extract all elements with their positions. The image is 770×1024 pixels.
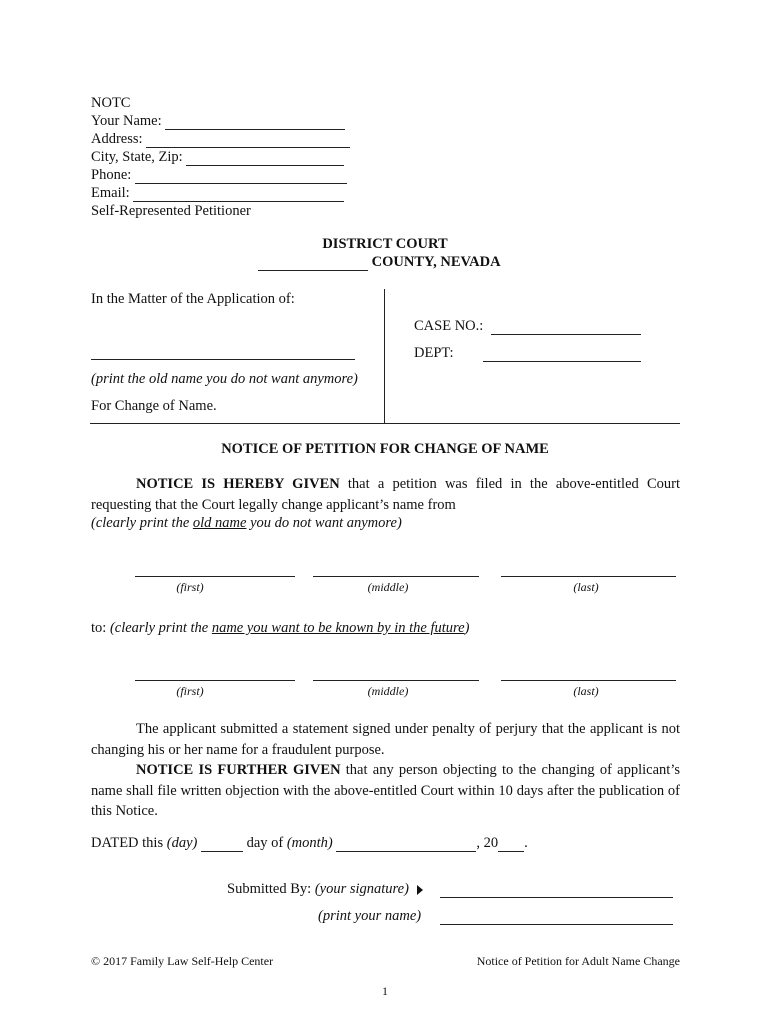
case-no-row [414, 318, 641, 335]
county-suffix: COUNTY, NEVADA [371, 254, 501, 270]
dated-month-label: (month) [286, 835, 333, 851]
old-name-caption-field[interactable] [91, 343, 355, 360]
notice-given-paragraph [91, 474, 680, 515]
notice-further-text: that any person objecting to the changing of applicant’s name shall file written objection with the above-entitled Court within 10 days after the publication of this Notice. [91, 762, 680, 819]
city-label: City, State, Zip: [91, 149, 183, 165]
old-name-instr-underlined: old name [192, 515, 247, 531]
new-middle-name-field[interactable] [313, 666, 479, 681]
print-name-field[interactable] [440, 909, 673, 925]
notice-given-bold: NOTICE IS HEREBY GIVEN [136, 476, 340, 492]
dept-field[interactable] [483, 345, 641, 362]
page-number: 1 [382, 984, 388, 998]
dept-label: DEPT: [414, 345, 454, 361]
county-field[interactable] [258, 254, 368, 271]
phone-label: Phone: [91, 167, 132, 183]
footer-copyright: © 2017 Family Law Self-Help Center [91, 954, 274, 968]
old-first-label: (first) [176, 580, 204, 594]
notice-further-bold: NOTICE IS FURTHER GIVEN [136, 762, 341, 778]
old-last-name-field[interactable] [501, 562, 676, 577]
new-name-instr-pre: (clearly print the [109, 620, 212, 636]
dated-end: . [524, 835, 528, 851]
new-first-label: (first) [176, 684, 204, 698]
old-middle-label: (middle) [367, 580, 409, 594]
submitted-by-row [227, 881, 423, 898]
new-middle-label: (middle) [367, 684, 409, 698]
address-row [91, 130, 350, 148]
old-name-hint: (print the old name you do not want anymore) [91, 371, 358, 387]
petitioner-label: Self-Represented Petitioner [91, 203, 251, 219]
phone-row [91, 166, 347, 184]
case-no-label: CASE NO.: [414, 318, 484, 334]
signature-field[interactable] [440, 882, 673, 898]
footer-form-title: Notice of Petition for Adult Name Change [476, 954, 680, 968]
dated-day-of: day of [242, 835, 287, 851]
city-row [91, 148, 344, 166]
submitted-by-label: Submitted By: [227, 881, 315, 897]
old-name-instruction [91, 515, 402, 532]
print-name-label: (print your name) [318, 908, 422, 924]
dated-day-label: (day) [166, 835, 198, 851]
dated-day-field[interactable] [201, 835, 243, 852]
old-first-name-field[interactable] [135, 562, 295, 577]
arrow-right-icon [417, 885, 423, 895]
new-name-instr-underlined: name you want to be known by in the future [211, 620, 465, 636]
phone-field[interactable] [135, 167, 347, 184]
new-first-name-field[interactable] [135, 666, 295, 681]
address-label: Address: [91, 131, 143, 147]
form-code: NOTC [91, 95, 131, 111]
dated-month-field[interactable] [336, 835, 476, 852]
address-field[interactable] [146, 131, 350, 148]
dated-year-field[interactable] [498, 835, 524, 852]
new-name-instr-post: ) [464, 620, 470, 636]
case-no-field[interactable] [491, 318, 641, 335]
dated-row [91, 835, 528, 852]
notice-title: NOTICE OF PETITION FOR CHANGE OF NAME [221, 441, 549, 457]
dated-year-prefix: , 20 [476, 835, 499, 851]
dated-prefix: DATED this [91, 835, 167, 851]
email-row [91, 184, 344, 202]
your-name-label: Your Name: [91, 113, 162, 129]
email-field[interactable] [133, 185, 344, 202]
your-signature-label: (your signature) [314, 881, 409, 897]
caption-bottom-rule [90, 423, 680, 424]
city-field[interactable] [186, 149, 344, 166]
statement-paragraph: The applicant submitted a statement signed under penalty of perjury that the applicant is not changing his or her name for a fraudulent purpose. [91, 721, 680, 758]
dept-row [414, 345, 641, 362]
your-name-field[interactable] [165, 113, 345, 130]
notice-further-paragraph [91, 760, 680, 822]
matter-label: In the Matter of the Application of: [91, 291, 295, 307]
old-name-instr-pre: (clearly print the [91, 515, 193, 531]
county-row [258, 254, 501, 271]
notice-given-text: that a petition was filed in the above-entitled Court requesting that the Court legally change applicant’s name from [91, 476, 680, 513]
new-last-name-field[interactable] [501, 666, 676, 681]
court-name: DISTRICT COURT [322, 236, 448, 252]
to-label: to: [91, 620, 110, 636]
old-last-label: (last) [573, 580, 599, 594]
old-name-instr-post: you do not want anymore) [246, 515, 402, 531]
new-last-label: (last) [573, 684, 599, 698]
change-label: For Change of Name. [91, 398, 217, 414]
old-middle-name-field[interactable] [313, 562, 479, 577]
caption-divider [384, 289, 385, 423]
email-label: Email: [91, 185, 130, 201]
new-name-instruction [91, 620, 469, 637]
your-name-row [91, 112, 345, 130]
